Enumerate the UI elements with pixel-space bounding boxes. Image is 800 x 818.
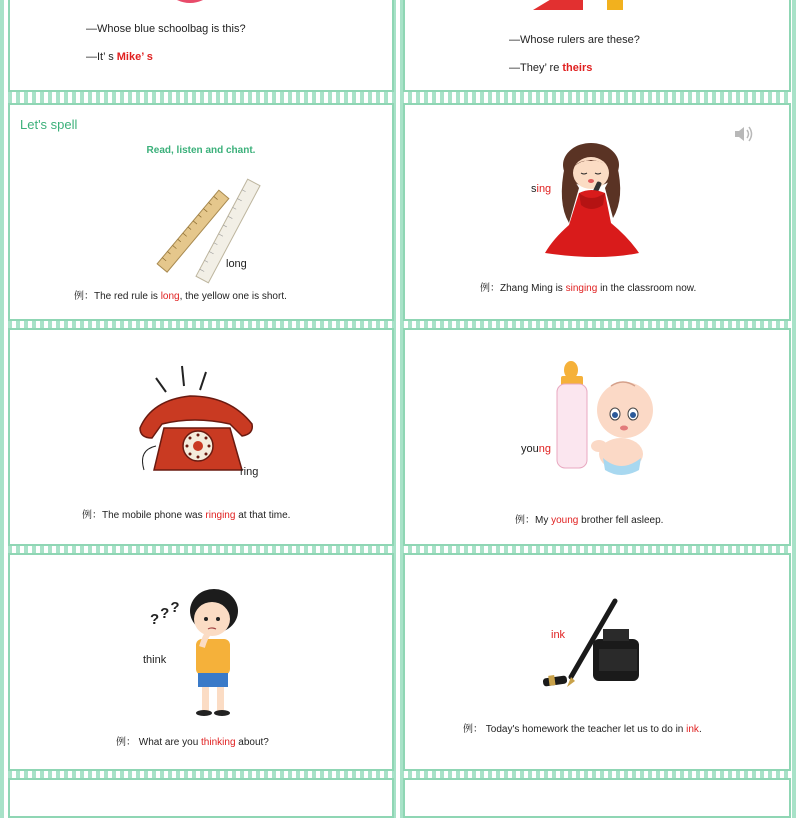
word-label: sing: [531, 183, 552, 195]
slide-question: —Whose blue schoolbag is this?: [86, 23, 246, 35]
slide-schoolbag[interactable]: [8, 0, 394, 92]
schoolbag-image: [160, 0, 220, 10]
slide-answer: —It’ s Mike’ s: [86, 51, 153, 63]
slide-young[interactable]: [403, 328, 791, 546]
word-label: young: [521, 443, 551, 455]
example-sentence: 例：The red rule is long, the yellow one is short.: [74, 291, 287, 302]
singing-girl-image: [539, 143, 649, 258]
example-sentence: 例：The mobile phone was ringing at that time.: [82, 510, 291, 521]
slide-next-right[interactable]: [403, 778, 791, 818]
example-sentence: 例：My young brother fell asleep.: [515, 515, 664, 526]
word-label: long: [226, 258, 247, 270]
word-label: think: [143, 654, 167, 666]
slide-next-left[interactable]: [8, 778, 394, 818]
slide-think[interactable]: [8, 553, 394, 771]
example-sentence: 例： What are you thinking about?: [116, 737, 269, 748]
baby-bottle-image: [555, 362, 665, 482]
thinking-boy-image: [180, 587, 250, 719]
example-sentence: 例： Today's homework the teacher let us to do in ink.: [463, 724, 702, 735]
slide-ring[interactable]: [8, 328, 394, 546]
telephone-image: [134, 366, 264, 481]
slide-title: Let's spell: [20, 117, 78, 132]
rulers-image: [533, 0, 633, 12]
speaker-icon[interactable]: [733, 125, 755, 143]
slide-rulers[interactable]: [403, 0, 791, 92]
word-label: ink: [551, 629, 566, 641]
slide-question: —Whose rulers are these?: [509, 34, 640, 46]
slide-long[interactable]: [8, 103, 394, 321]
slide-answer: —They’ re theirs: [509, 62, 593, 74]
ink-pen-image: [541, 599, 651, 689]
word-label: ring: [240, 466, 259, 478]
slide-ink[interactable]: [403, 553, 791, 771]
instruction-text: Read, listen and chant.: [146, 145, 256, 156]
example-sentence: 例：Zhang Ming is singing in the classroom now.: [480, 283, 697, 294]
question-marks: ???: [150, 599, 181, 628]
slide-sing[interactable]: [403, 103, 791, 321]
